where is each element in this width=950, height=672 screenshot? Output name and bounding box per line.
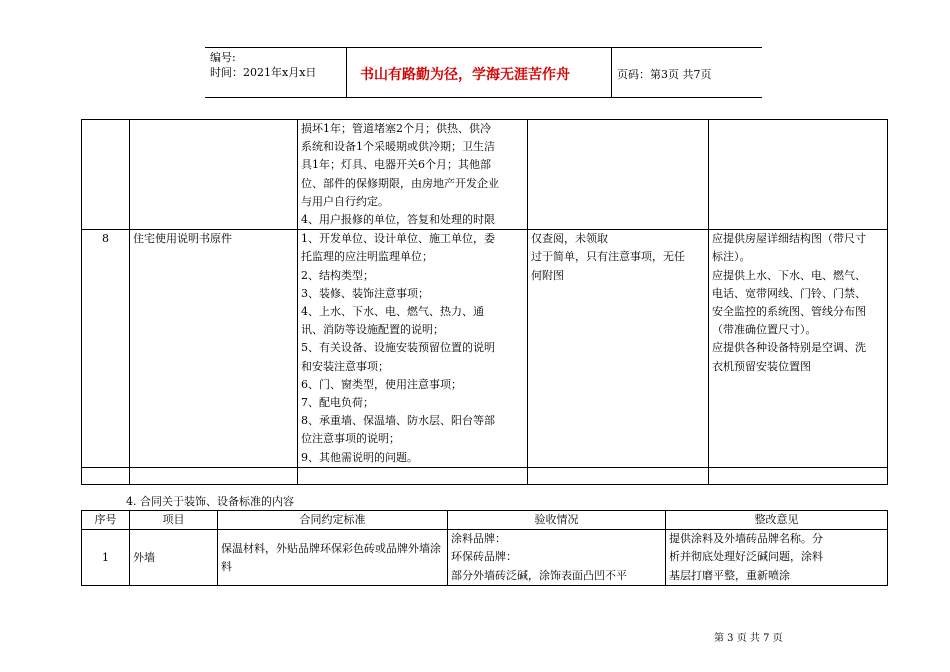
row-content: 损坏1年；管道堵塞2个月；供热、供冷 系统和设备1个采暖期或供冷期；卫生洁 具1年；灯具、电器开关6个月；其他部 位、部件的保修期限，由房地产开发企业 与用户自行约定。 4、用户报修的单位，答复和处理的时限 — [298, 120, 528, 230]
row-content: 1、开发单位、设计单位、施工单位，委 托监理的应注明监理单位； 2、结构类型； 3、装修、装饰注意事项； 4、上水、下水、电、燃气、热力、通 讯、消防等设施配置的说明； 5、有关设备、设施安装预留位置的说明 和安装注意事项； 6、门、窗类型，使用注意事项； 7、配电负荷； 8、承重墙、保温墙、防水层、阳台等部 位注意事项的说明； 9、其他需说明的问题。 — [298, 230, 528, 468]
row-number — [82, 120, 130, 230]
row-opinion — [709, 467, 888, 484]
table-row — [82, 467, 888, 484]
header-item: 项目 — [130, 511, 218, 530]
row-opinion: 提供涂料及外墙砖品牌名称。分 析并彻底处理好泛碱问题，涂料 基层打磨平整，重新喷涂 — [666, 530, 888, 586]
row-number — [82, 467, 130, 484]
table-row — [82, 530, 888, 586]
row-content — [298, 467, 528, 484]
row-acceptance — [528, 467, 709, 484]
row-number: 8 — [82, 230, 130, 468]
header-opinion: 整改意见 — [666, 511, 888, 530]
header-acceptance: 验收情况 — [448, 511, 666, 530]
row-item — [130, 467, 298, 484]
row-acceptance: 仅查阅，未领取 过于简单，只有注意事项，无任 何附图 — [528, 230, 709, 468]
header-divider-left — [346, 47, 347, 98]
row-acceptance — [528, 120, 709, 230]
section-title: 4. 合同关于装饰、设备标准的内容 — [126, 495, 294, 508]
header-page-code: 页码：第3页 共7页 — [617, 68, 712, 81]
row-opinion — [709, 120, 888, 230]
table-header-row — [82, 511, 888, 530]
header-code-label: 编号: — [210, 51, 236, 64]
row-item — [130, 120, 298, 230]
row-number: 1 — [82, 530, 130, 586]
row-acceptance: 涂料品牌： 环保砖品牌： 部分外墙砖泛碱，涂饰表面凸凹不平 — [448, 530, 666, 586]
header-top-rule — [205, 47, 762, 48]
row-standard: 保温材料，外贴品牌环保彩色砖或品牌外墙涂料 — [218, 530, 448, 586]
header-motto: 书山有路勤为径，学海无涯苦作舟 — [360, 67, 570, 83]
table-row — [82, 230, 888, 468]
header-standard: 合同约定标准 — [218, 511, 448, 530]
table-row — [82, 120, 888, 230]
service-docs-table — [81, 119, 888, 485]
header-divider-right — [611, 47, 612, 98]
header-bottom-rule — [205, 97, 762, 98]
page-footer: 第 3 页 共 7 页 — [714, 633, 783, 644]
row-opinion: 应提供房屋详细结构图（带尺寸 标注）。 应提供上水、下水、电、燃气、 电话、宽带网线、门铃、门禁、 安全监控的系统图、管线分布图 （带准确位置尺寸）。 应提供各种设备特别是空调、洗 衣机预留安装位置图 — [709, 230, 888, 468]
decoration-standards-table — [81, 510, 888, 586]
row-item: 外墙 — [130, 530, 218, 586]
header-number: 序号 — [82, 511, 130, 530]
row-item: 住宅使用说明书原件 — [130, 230, 298, 468]
header-time-label: 时间：2021年x月x日 — [210, 66, 317, 79]
